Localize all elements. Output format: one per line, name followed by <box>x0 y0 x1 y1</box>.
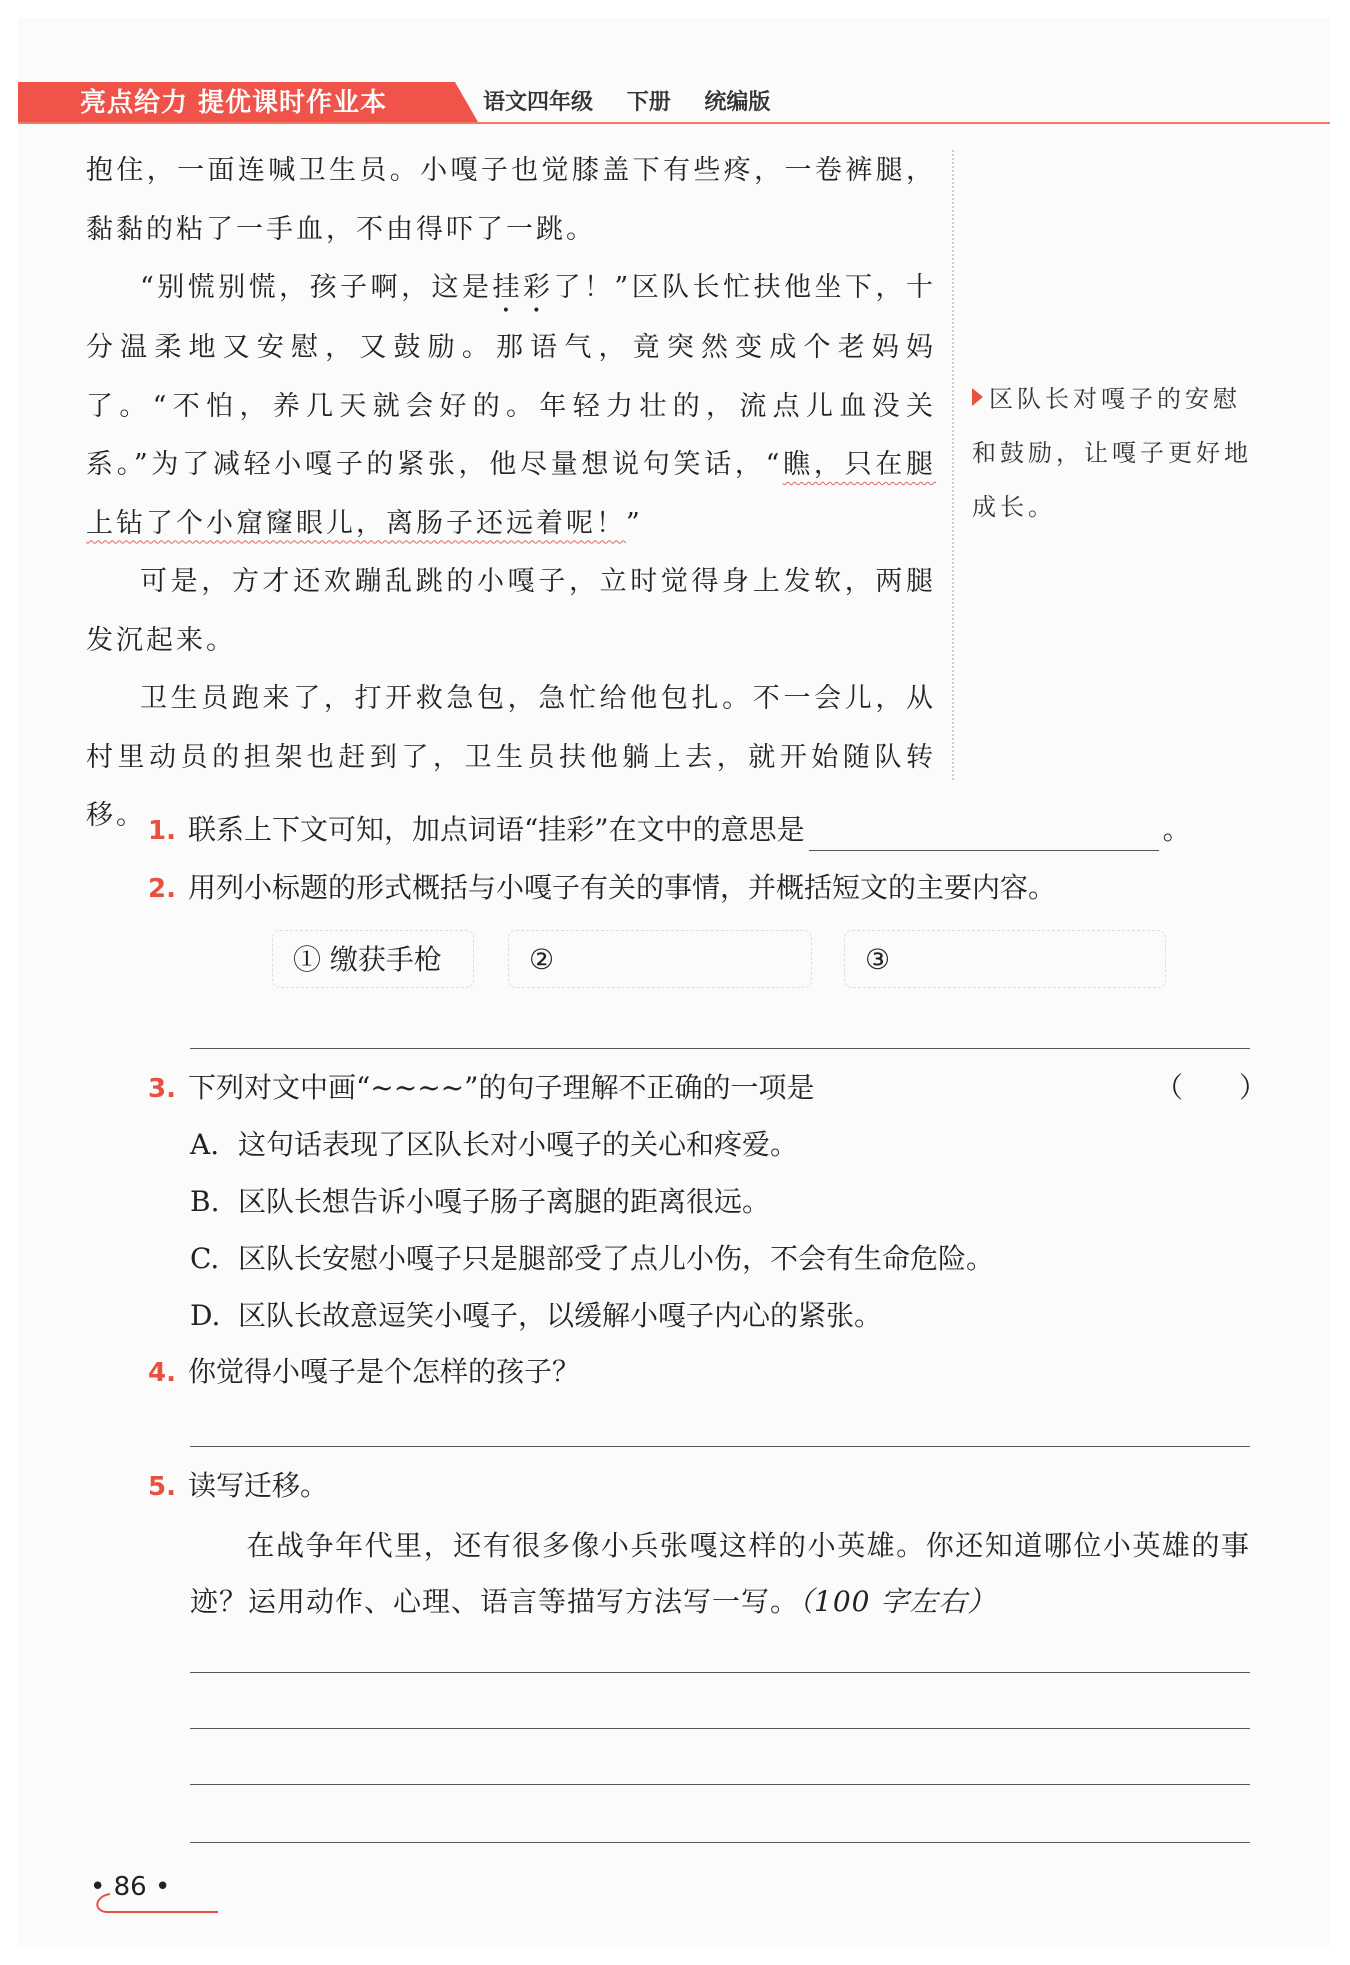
margin-divider <box>952 150 954 780</box>
word-limit: （100 字左右） <box>799 1585 997 1618</box>
dotted-word: 挂彩 <box>492 272 554 303</box>
subtitle-box-2[interactable]: ② <box>508 930 812 988</box>
wavy-underlined-sentence: 瞧，只在腿上钻了个小窟窿眼儿，离肠子还远着呢！ <box>86 449 937 539</box>
subtitle-box-3[interactable]: ③ <box>844 930 1166 988</box>
question-number: 5. <box>148 1472 176 1502</box>
question-number: 1. <box>148 816 176 846</box>
passage-paragraph-4: 卫生员跑来了，打开救急包，急忙给他包扎。不一会儿，从村里动员的担架也赶到了，卫生员扶他躺上去，就开始随队转移。 <box>86 683 936 831</box>
option-d[interactable] <box>190 1296 882 1336</box>
option-a[interactable] <box>190 1125 798 1165</box>
passage-paragraph-3: 可是，方才还欢蹦乱跳的小嘎子，立时觉得身上发软，两腿发沉起来。 <box>86 566 936 656</box>
passage-text: “别慌别慌，孩子啊，这是 <box>140 272 493 303</box>
writing-line-2[interactable] <box>190 1728 1250 1729</box>
volume-label: 下册 <box>626 90 671 115</box>
writing-prompt-text: 在战争年代里，还有很多像小兵张嘎这样的小英雄。你还知道哪位小英雄的事迹？运用动作、心理、语言等描写方法写一写。 <box>190 1529 1250 1618</box>
question-1 <box>148 810 1191 851</box>
answer-parentheses[interactable]: （ ） <box>1155 1071 1268 1104</box>
question-text: 用列小标题的形式概括与小嘎子有关的事情，并概括短文的主要内容。 <box>187 871 1056 904</box>
question-end-punct: 。 <box>1162 813 1191 846</box>
option-letter: A. <box>190 1128 220 1161</box>
passage-text: 了！”区队长忙扶他坐下，十分温柔地又安慰，又鼓励。那语气，竟突然变成个老妈妈了。“不怕，养几天就会好的。年轻力壮的，流点儿血没关系。”为了减轻小嘎子的紧张，他尽量想说句笑话，“ <box>86 272 936 480</box>
margin-note <box>972 372 1262 534</box>
option-text: 区队长故意逗笑小嘎子，以缓解小嘎子内心的紧张。 <box>238 1299 883 1332</box>
option-c[interactable] <box>190 1239 994 1279</box>
question-number: 2. <box>148 874 176 904</box>
passage-paragraph-2 <box>86 259 936 553</box>
question-5 <box>148 1466 328 1507</box>
option-letter: B. <box>190 1185 220 1218</box>
option-letter: C. <box>190 1242 220 1275</box>
writing-prompt <box>190 1518 1250 1630</box>
question-4 <box>148 1352 580 1393</box>
question-number: 4. <box>148 1358 176 1388</box>
subtitle-box-1[interactable]: ① 缴获手枪 <box>272 930 474 988</box>
question-3 <box>148 1068 814 1109</box>
question-text: 读写迁移。 <box>187 1469 328 1502</box>
question-2 <box>148 868 1056 909</box>
answer-line[interactable] <box>190 1446 1250 1447</box>
writing-line-1[interactable] <box>190 1672 1250 1673</box>
page-header <box>18 82 1330 126</box>
question-number: 3. <box>148 1074 176 1104</box>
header-rule <box>18 122 1330 124</box>
margin-note-text: 区队长对嘎子的安慰和鼓励，让嘎子更好地成长。 <box>972 385 1252 521</box>
option-text: 区队长想告诉小嘎子肠子离腿的距离很远。 <box>238 1185 771 1218</box>
answer-blank[interactable] <box>809 820 1159 851</box>
option-text: 这句话表现了区队长对小嘎子的关心和疼爱。 <box>238 1128 799 1161</box>
question-text: 你觉得小嘎子是个怎样的孩子？ <box>187 1355 580 1388</box>
page-number: • 86 • <box>90 1872 171 1902</box>
subject-label: 语文四年级 <box>483 90 594 115</box>
writing-line-3[interactable] <box>190 1784 1250 1785</box>
option-text: 区队长安慰小嘎子只是腿部受了点儿小伤，不会有生命危险。 <box>238 1242 995 1275</box>
edition-label: 统编版 <box>704 90 771 115</box>
option-b[interactable] <box>190 1182 770 1222</box>
book-info <box>483 86 796 120</box>
answer-line[interactable] <box>190 1048 1250 1049</box>
question-text: 下列对文中画“~~~~”的句子理解不正确的一项是 <box>187 1071 815 1104</box>
reading-passage <box>86 142 936 846</box>
option-letter: D. <box>190 1299 221 1332</box>
passage-text: ” <box>626 507 643 539</box>
series-title: 亮点给力 提优课时作业本 <box>80 88 388 118</box>
writing-line-4[interactable] <box>190 1842 1250 1843</box>
passage-paragraph-1: 抱住，一面连喊卫生员。小嘎子也觉膝盖下有些疼，一卷裤腿，黏黏的粘了一手血，不由得吓了一跳。 <box>86 155 936 245</box>
triangle-marker-icon <box>972 388 983 406</box>
question-text: 联系上下文可知，加点词语“挂彩”在文中的意思是 <box>187 813 805 846</box>
